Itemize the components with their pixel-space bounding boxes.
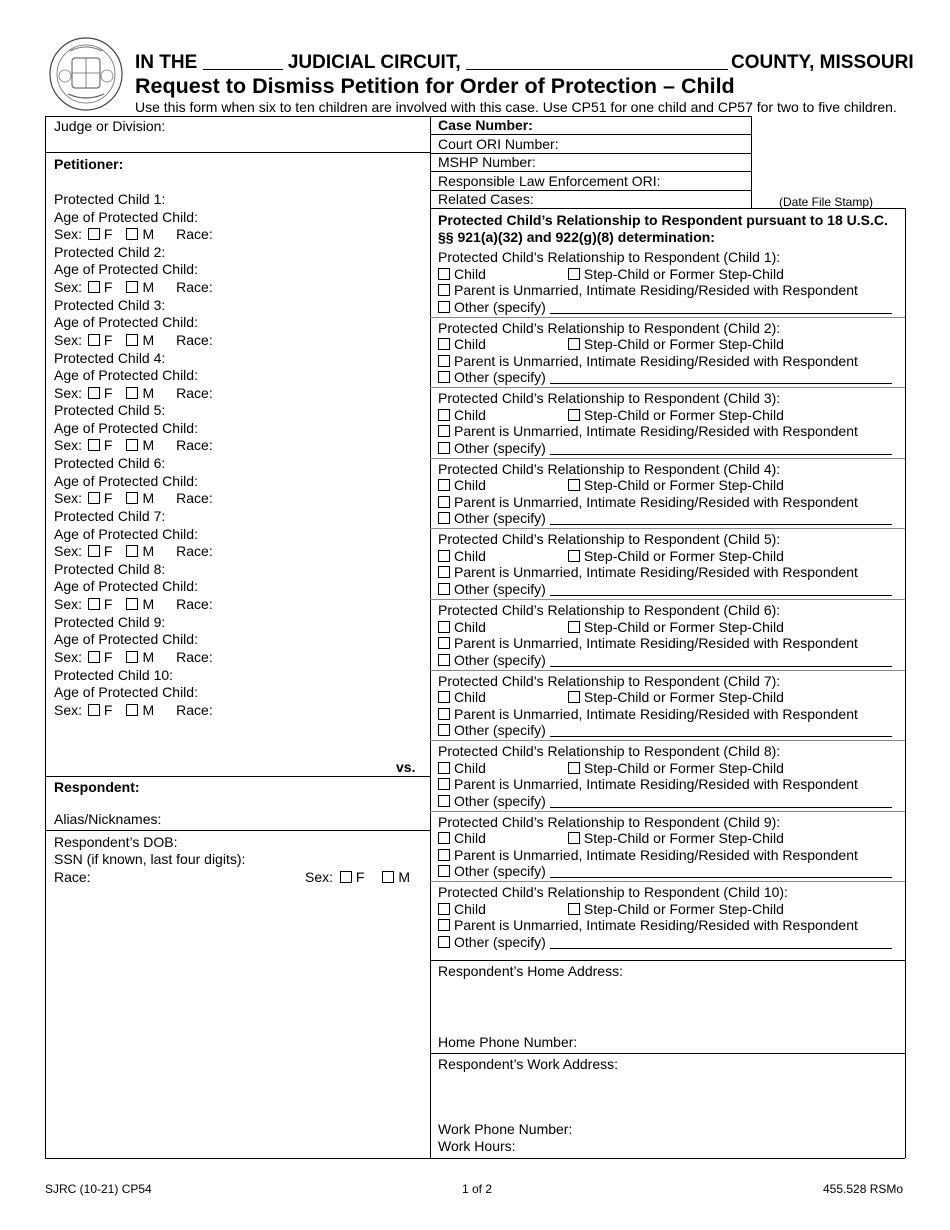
protected-child-8-sex-race-row: Sex: F M Race: [54, 595, 213, 612]
relationship-child-6-other-checkbox[interactable] [438, 654, 450, 666]
relationship-child-7-row3: Other (specify) [438, 722, 892, 739]
petitioner-label: Petitioner: [54, 156, 124, 172]
ssn-label: SSN (if known, last four digits): [54, 851, 246, 867]
respondent-sex-m-checkbox[interactable] [382, 871, 394, 883]
relationship-child-6-label: Protected Child’s Relationship to Respondent (Child 6): [438, 602, 781, 618]
relationship-child-4-step-checkbox[interactable] [568, 479, 580, 491]
protected-child-8-label: Protected Child 8: [54, 560, 166, 577]
relationship-child-6-child-checkbox[interactable] [438, 621, 450, 633]
protected-child-10-label: Protected Child 10: [54, 666, 174, 683]
relationship-heading-line2: §§ 921(a)(32) and 922(g)(8) determination: [438, 229, 715, 245]
relationship-child-10-label: Protected Child’s Relationship to Respondent (Child 10): [438, 884, 788, 901]
relationship-child-6-parent-checkbox[interactable] [438, 637, 450, 649]
relationship-child-7-row1: Child Step-Child or Former Step-Child [438, 689, 784, 706]
relationship-child-1-other-field[interactable] [550, 301, 892, 314]
relationship-divider [430, 740, 905, 741]
relationship-child-1-label: Protected Child’s Relationship to Respondent (Child 1): [438, 249, 781, 265]
child-2-sex-m-checkbox[interactable] [126, 281, 138, 293]
relationship-child-4-row1: Child Step-Child or Former Step-Child [438, 477, 784, 494]
relationship-child-3-other-field[interactable] [550, 442, 892, 455]
relationship-child-4-other-checkbox[interactable] [438, 512, 450, 524]
relationship-child-7-other-field[interactable] [550, 724, 892, 737]
protected-child-10-sex-race-row: Sex: F M Race: [54, 701, 213, 718]
protected-child-10-age-label: Age of Protected Child: [54, 684, 198, 701]
respondent-label: Respondent: [54, 779, 140, 795]
relationship-child-10-other-field[interactable] [550, 936, 892, 949]
relationship-divider [430, 387, 905, 388]
relationship-divider [430, 811, 905, 812]
protected-child-6-age-label: Age of Protected Child: [54, 472, 198, 489]
respondent-race-label: Race: [54, 869, 91, 885]
relationship-child-3-step-checkbox[interactable] [568, 409, 580, 421]
law-enforcement-ori-label: Responsible Law Enforcement ORI: [438, 173, 661, 189]
protected-child-2-age-label: Age of Protected Child: [54, 261, 198, 278]
relationship-child-3-row1: Child Step-Child or Former Step-Child [438, 407, 784, 424]
relationship-child-9-other-checkbox[interactable] [438, 865, 450, 877]
relationship-child-8-other-field[interactable] [550, 795, 892, 808]
protected-child-3-age-label: Age of Protected Child: [54, 314, 198, 331]
relationship-child-5-step-checkbox[interactable] [568, 550, 580, 562]
respondent-dob-label: Respondent’s DOB: [54, 834, 178, 850]
relationship-child-2-row1: Child Step-Child or Former Step-Child [438, 336, 784, 353]
child-10-sex-m-checkbox[interactable] [126, 704, 138, 716]
relationship-child-10-row3: Other (specify) [438, 934, 892, 951]
relationship-divider [430, 317, 905, 318]
respondent-sex-f-checkbox[interactable] [340, 871, 352, 883]
relationship-child-8-parent-checkbox[interactable] [438, 778, 450, 790]
home-phone-label: Home Phone Number: [438, 1034, 578, 1050]
protected-child-9-sex-race-row: Sex: F M Race: [54, 648, 213, 665]
form-instructions: Use this form when six to ten children are involved with this case. Use CP51 for one child and CP57 for two to five children. [135, 99, 897, 115]
vs-label: vs. [396, 759, 416, 775]
relationship-child-8-row1: Child Step-Child or Former Step-Child [438, 760, 784, 777]
relationship-child-9-row3: Other (specify) [438, 863, 892, 880]
work-hours-label: Work Hours: [438, 1138, 516, 1154]
relationship-child-7-row2: Parent is Unmarried, Intimate Residing/Resided with Respondent [438, 706, 858, 723]
protected-child-4-age-label: Age of Protected Child: [54, 367, 198, 384]
relationship-child-4-child-checkbox[interactable] [438, 479, 450, 491]
relationship-child-9-parent-checkbox[interactable] [438, 849, 450, 861]
relationship-child-8-child-checkbox[interactable] [438, 762, 450, 774]
child-7-sex-m-checkbox[interactable] [126, 545, 138, 557]
relationship-child-4-row2: Parent is Unmarried, Intimate Residing/Resided with Respondent [438, 494, 858, 511]
relationship-child-1-step-checkbox[interactable] [568, 268, 580, 280]
relationship-child-3-child-checkbox[interactable] [438, 409, 450, 421]
relationship-divider [430, 881, 905, 882]
child-4-sex-f-checkbox[interactable] [88, 387, 100, 399]
relationship-child-5-label: Protected Child’s Relationship to Respondent (Child 5): [438, 531, 781, 548]
relationship-divider [430, 528, 905, 529]
relationship-child-1-row2: Parent is Unmarried, Intimate Residing/Resided with Respondent [438, 282, 858, 299]
relationship-child-3-row3: Other (specify) [438, 440, 892, 457]
relationship-child-6-row2: Parent is Unmarried, Intimate Residing/Resided with Respondent [438, 635, 858, 652]
relationship-child-7-child-checkbox[interactable] [438, 691, 450, 703]
child-9-sex-f-checkbox[interactable] [88, 651, 100, 663]
relationship-child-9-step-checkbox[interactable] [568, 832, 580, 844]
child-7-sex-f-checkbox[interactable] [88, 545, 100, 557]
relationship-child-2-row3: Other (specify) [438, 369, 892, 386]
relationship-child-7-other-checkbox[interactable] [438, 724, 450, 736]
relationship-child-7-step-checkbox[interactable] [568, 691, 580, 703]
relationship-child-10-step-checkbox[interactable] [568, 903, 580, 915]
missouri-seal-icon [48, 36, 124, 112]
relationship-child-4-other-field[interactable] [550, 512, 892, 525]
alias-nicknames-label: Alias/Nicknames: [54, 811, 162, 827]
relationship-heading-line1: Protected Child’s Relationship to Respondent pursuant to 18 U.S.C. [438, 212, 888, 228]
relationship-child-4-label: Protected Child’s Relationship to Respondent (Child 4): [438, 460, 781, 477]
protected-child-4-sex-race-row: Sex: F M Race: [54, 384, 213, 401]
protected-child-2-label: Protected Child 2: [54, 243, 166, 260]
relationship-divider [430, 670, 905, 671]
relationship-child-6-other-field[interactable] [550, 654, 892, 667]
protected-child-9-age-label: Age of Protected Child: [54, 631, 198, 648]
relationship-child-10-parent-checkbox[interactable] [438, 919, 450, 931]
date-file-stamp-label: (Date File Stamp) [779, 195, 874, 209]
relationship-child-5-row1: Child Step-Child or Former Step-Child [438, 548, 784, 565]
relationship-child-10-row1: Child Step-Child or Former Step-Child [438, 901, 784, 918]
relationship-child-9-other-field[interactable] [550, 865, 892, 878]
relationship-child-9-child-checkbox[interactable] [438, 832, 450, 844]
relationship-child-4-parent-checkbox[interactable] [438, 496, 450, 508]
child-3-sex-m-checkbox[interactable] [126, 334, 138, 346]
relationship-child-6-step-checkbox[interactable] [568, 621, 580, 633]
child-5-sex-f-checkbox[interactable] [88, 439, 100, 451]
child-6-sex-m-checkbox[interactable] [126, 492, 138, 504]
child-9-sex-m-checkbox[interactable] [126, 651, 138, 663]
relationship-child-2-other-checkbox[interactable] [438, 371, 450, 383]
child-1-sex-m-checkbox[interactable] [126, 228, 138, 240]
related-cases-label: Related Cases: [438, 191, 534, 207]
relationship-child-2-step-checkbox[interactable] [568, 338, 580, 350]
relationship-child-3-row2: Parent is Unmarried, Intimate Residing/Resided with Respondent [438, 423, 858, 440]
page-number: 1 of 2 [462, 1182, 493, 1196]
work-address-label: Respondent’s Work Address: [438, 1056, 619, 1072]
relationship-child-3-other-checkbox[interactable] [438, 442, 450, 454]
protected-child-5-age-label: Age of Protected Child: [54, 419, 198, 436]
relationship-child-2-other-field[interactable] [550, 371, 892, 384]
header-court-line: IN THE JUDICIAL CIRCUIT, [135, 52, 728, 74]
relationship-child-5-row2: Parent is Unmarried, Intimate Residing/Resided with Respondent [438, 564, 858, 581]
protected-child-7-label: Protected Child 7: [54, 508, 166, 525]
relationship-child-5-child-checkbox[interactable] [438, 550, 450, 562]
child-6-sex-f-checkbox[interactable] [88, 492, 100, 504]
relationship-child-1-other-checkbox[interactable] [438, 301, 450, 313]
form-id: SJRC (10-21) CP54 [45, 1182, 152, 1196]
child-5-sex-m-checkbox[interactable] [126, 439, 138, 451]
child-4-sex-m-checkbox[interactable] [126, 387, 138, 399]
protected-child-5-sex-race-row: Sex: F M Race: [54, 437, 213, 454]
relationship-child-10-other-checkbox[interactable] [438, 936, 450, 948]
protected-child-1-label: Protected Child 1: [54, 191, 166, 207]
circuit-number-field[interactable] [203, 57, 283, 70]
relationship-child-3-parent-checkbox[interactable] [438, 425, 450, 437]
relationship-child-9-row1: Child Step-Child or Former Step-Child [438, 830, 784, 847]
home-address-label: Respondent’s Home Address: [438, 963, 623, 979]
relationship-child-2-row2: Parent is Unmarried, Intimate Residing/Resided with Respondent [438, 353, 858, 370]
protected-child-9-label: Protected Child 9: [54, 613, 166, 630]
case-number-label: Case Number: [438, 117, 533, 133]
protected-child-3-label: Protected Child 3: [54, 296, 166, 313]
relationship-child-2-child-checkbox[interactable] [438, 338, 450, 350]
relationship-child-8-step-checkbox[interactable] [568, 762, 580, 774]
mshp-number-label: MSHP Number: [438, 154, 536, 170]
protected-child-7-age-label: Age of Protected Child: [54, 525, 198, 542]
relationship-divider [430, 599, 905, 600]
judge-division-label: Judge or Division: [54, 118, 166, 134]
relationship-child-6-row3: Other (specify) [438, 652, 892, 669]
protected-child-1-age-label: Age of Protected Child: [54, 208, 198, 225]
relationship-child-5-row3: Other (specify) [438, 581, 892, 598]
child-8-sex-m-checkbox[interactable] [126, 598, 138, 610]
relationship-child-8-label: Protected Child’s Relationship to Respondent (Child 8): [438, 743, 781, 760]
protected-child-4-label: Protected Child 4: [54, 349, 166, 366]
relationship-child-8-row2: Parent is Unmarried, Intimate Residing/Resided with Respondent [438, 776, 858, 793]
relationship-child-8-other-checkbox[interactable] [438, 795, 450, 807]
protected-child-8-age-label: Age of Protected Child: [54, 578, 198, 595]
relationship-child-10-child-checkbox[interactable] [438, 903, 450, 915]
respondent-sex-group: Sex: F M [305, 869, 411, 885]
protected-child-6-sex-race-row: Sex: F M Race: [54, 490, 213, 507]
court-ori-label: Court ORI Number: [438, 136, 559, 152]
form-title: Request to Dismiss Petition for Order of Protection – Child [135, 74, 735, 98]
relationship-child-1-row3: Other (specify) [438, 299, 892, 316]
relationship-child-7-label: Protected Child’s Relationship to Respondent (Child 7): [438, 672, 781, 689]
protected-child-2-sex-race-row: Sex: F M Race: [54, 278, 213, 295]
relationship-child-1-parent-checkbox[interactable] [438, 284, 450, 296]
relationship-child-3-label: Protected Child’s Relationship to Respondent (Child 3): [438, 390, 781, 407]
child-3-sex-f-checkbox[interactable] [88, 334, 100, 346]
work-phone-label: Work Phone Number: [438, 1121, 573, 1137]
relationship-child-1-row1: Child Step-Child or Former Step-Child [438, 266, 784, 283]
protected-child-6-label: Protected Child 6: [54, 455, 166, 472]
relationship-child-7-parent-checkbox[interactable] [438, 708, 450, 720]
protected-child-5-label: Protected Child 5: [54, 402, 166, 419]
relationship-child-10-row2: Parent is Unmarried, Intimate Residing/Resided with Respondent [438, 917, 858, 934]
protected-child-3-sex-race-row: Sex: F M Race: [54, 331, 213, 348]
relationship-child-1-child-checkbox[interactable] [438, 268, 450, 280]
child-2-sex-f-checkbox[interactable] [88, 281, 100, 293]
header-county-missouri: COUNTY, MISSOURI [731, 52, 914, 73]
relationship-divider [430, 458, 905, 459]
relationship-child-9-label: Protected Child’s Relationship to Respondent (Child 9): [438, 813, 781, 830]
statute-reference: 455.528 RSMo [823, 1182, 904, 1196]
relationship-child-8-row3: Other (specify) [438, 793, 892, 810]
protected-child-7-sex-race-row: Sex: F M Race: [54, 543, 213, 560]
relationship-child-9-row2: Parent is Unmarried, Intimate Residing/Resided with Respondent [438, 847, 858, 864]
protected-child-1-sex-race-row: Sex: F M Race: [54, 226, 213, 242]
child-1-sex-f-checkbox[interactable] [88, 228, 100, 240]
child-10-sex-f-checkbox[interactable] [88, 704, 100, 716]
relationship-child-2-label: Protected Child’s Relationship to Respondent (Child 2): [438, 319, 781, 336]
child-8-sex-f-checkbox[interactable] [88, 598, 100, 610]
relationship-child-5-other-checkbox[interactable] [438, 583, 450, 595]
relationship-child-5-other-field[interactable] [550, 583, 892, 596]
relationship-child-4-row3: Other (specify) [438, 510, 892, 527]
relationship-child-2-parent-checkbox[interactable] [438, 355, 450, 367]
county-name-field[interactable] [466, 57, 728, 70]
relationship-child-5-parent-checkbox[interactable] [438, 566, 450, 578]
relationship-child-6-row1: Child Step-Child or Former Step-Child [438, 619, 784, 636]
